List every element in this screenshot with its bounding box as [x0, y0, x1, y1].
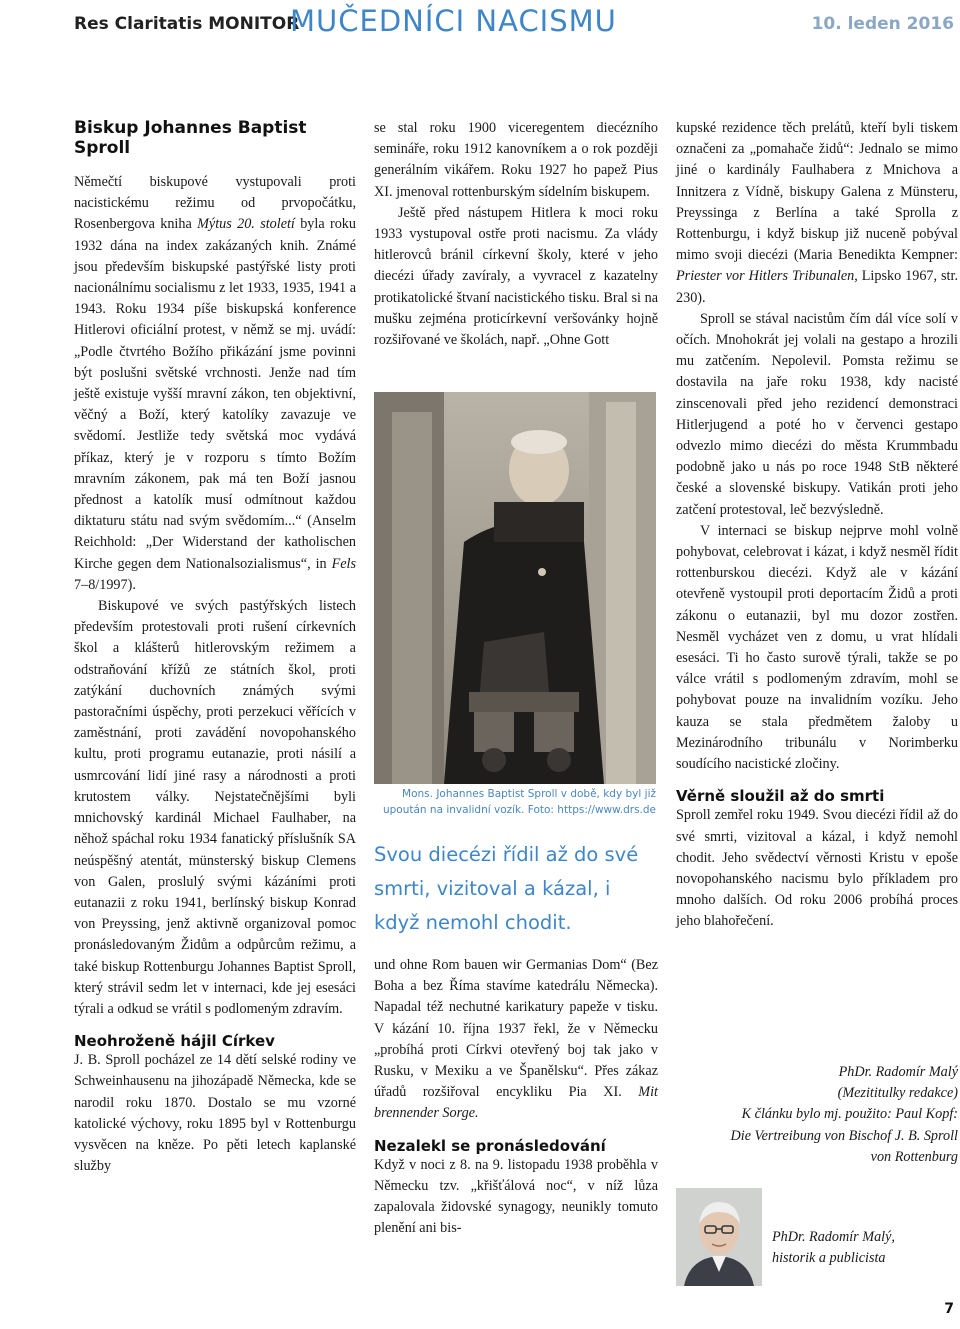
paragraph: Sproll se stával nacistům čím dál více solí v očích. Mnohokrát jej volali na gestapo a hrozili mu zatčením. Nepolevil. Pomsta režimu se dostavila na jaře roku 1938, kdy nacisté zinscenovali před jeho rezidencí demonstraci Hitlerjugend a poté ho v červenci gestapo odvezlo mimo diecézi do města Krummbadu podobně jako u nás po roce 1948 StB některé české a slovenské biskupy. Vatikán proti jeho zatčení protestoval, leč bezvýsledně.: [676, 310, 958, 518]
issue-date: 10. leden 2016: [811, 14, 954, 34]
section-title: MUČEDNÍCI NACISMU: [290, 4, 617, 38]
signature-block: [676, 1062, 958, 1168]
author-name: PhDr. Radomír Malý,: [772, 1229, 895, 1245]
author-signature: PhDr. Radomír Malý: [838, 1064, 958, 1080]
paragraph: und ohne Rom bauen wir Germanias Dom“ (Bez Boha a bez Říma stavíme katedrálu Německa). Napadal též nechutné karikatury papeže v tisku. V kázání 10. října 1937 řekl, že v Německu „probíhá proti Církvi otevřený boj tak jako v Rusku, v Mexiku a ve Španělsku“. Přes zákaz úřadů rozšiřoval encykliku Pia XI. Mit brennender Sorge.: [374, 957, 658, 1122]
column-1: [74, 118, 356, 1177]
paragraph: Ještě před nástupem Hitlera k moci roku 1933 vystupoval ostře proti nacismu. Za vlády hitlerovců bránil církevní školy, které v jeho diecézi úřady zavíraly, a vyvracel z kazatelny protikatolické štvaní nacistického tisku. Bral si na mušku zejména proticírkevní veršovánky hojně rozšiřované ve školách, např. „Ohne Gott: [374, 204, 658, 349]
subheading: Nezalekl se pronásledování: [374, 1136, 606, 1155]
editor-note: (Mezititulky redakce): [837, 1085, 958, 1102]
article-title: Biskup Johannes Baptist Sproll: [74, 118, 307, 158]
column-2-bottom: [374, 955, 658, 1239]
paragraph: Biskupové ve svých pastýřských listech především protestovali proti rušení církevních škol a klášterů hitlerovským režimem a odstraňování křížů ze státních škol, proti zatýkání duchovních známých svými pastoračními úspěchy, proti perzekuci věřících v zaměstnání, proti zavádění novopohanského kultu, proti programu eutanazie, proti násilí a usmrcování lidí jiné rasy a národnosti a proti krutostem války. Nejstatečnějšími byli mnichovský kardinál Michael Faulhaber, na něhož spáchal roku 1934 fanatický příslušník SA neúspěšný atentát, münsterský biskup Clemens von Galen, proslulý svými kázáními proti eutanazii z roku 1941, berlínský biskup Konrad von Preyssing, jenž aktivně organizoval pomoc pronásledovaným Židům a odpůrcům režimu, a také biskup Rottenburgu Johannes Baptist Sproll, který strávil sedm let v internaci, kde jej esesáci týrali a odkud se vrátil s podlomeným zdravím.: [74, 598, 356, 1017]
author-caption: [772, 1227, 895, 1269]
pull-quote: Svou diecézi řídil až do své smrti, vizitoval a kázal, i když nemohl chodit.: [374, 843, 639, 934]
author-portrait-image: [676, 1188, 762, 1286]
bishop-photo-image: [374, 392, 656, 784]
paragraph: se stal roku 1900 viceregentem diecézního semináře, roku 1912 kanovníkem a o rok později generálním vikářem. Roku 1927 ho papež Pius XI. jmenoval rottenburským sídelním biskupem.: [374, 120, 658, 200]
photo-caption: Mons. Johannes Baptist Sproll v době, kdy byl již upoután na invalidní vozík. Foto: https://www.drs.de: [382, 788, 656, 816]
publication-name: Res Claritatis MONITOR: [74, 14, 300, 34]
paragraph: J. B. Sproll pocházel ze 14 dětí selské rodiny ve Schweinhausenu na jihozápadě Německa, kde se narodil roku 1870. Dostalo se mu vzorné katolické výchovy, roku 1895 byl v Rottenburgu vysvěcen na kněze. Po pěti letech kaplanské služby: [74, 1052, 356, 1175]
column-3: [676, 118, 958, 933]
paragraph: kupské rezidence těch prelátů, kteří byli tiskem označeni za „pomahače židů“: Jednalo se mimo jiné o kardinály Faulhabera z Mnichova a Innitzera z Vídně, biskupy Galena z Münsteru, Preyssinga z Berlína a také Sprolla z Rottenburgu, i když biskup již nuceně pobýval mimo svoji diecézi (Maria Benedikta Kempner: Priester vor Hitlers Tribunalen, Lipsko 1967, str. 230).: [676, 120, 958, 306]
source-note: K článku bylo mj. použito: Paul Kopf:: [741, 1106, 958, 1123]
author-role: historik a publicista: [772, 1250, 886, 1266]
paragraph: Němečtí biskupové vystupovali proti nacistickému režimu od prvopočátku, Rosenbergova kniha Mýtus 20. století byla roku 1932 dána na index zakázaných knih. Známé jsou především biskupské pastýřské listy proti nacionálnímu socialismu z let 1933, 1935, 1941 a 1943. Roku 1934 píše biskupská konference Hitlerovi oficiální protest, v němž se mj. uvádí: „Podle čtvrtého Božího přikázání jsme povinni být poslušni světské vrchnosti. Jenže nad tím ještě existuje vyšší mravní zákon, ten objektivní, věčný a Boží, který katolíky zavazuje ve svědomí. Jestliže tedy světská moc vydává příkaz, který je v rozporu s tímto Božím mravním zákonem, pak má ten Boží jasnou přednost a katolík musí odmítnout každou diktaturu státu nad svým svědomím...“ (Anselm Reichhold: „Der Widerstand der katholischen Kirche gegen dem Nationalsozialismus“, in Fels 7–8/1997).: [74, 174, 356, 593]
page-number: 7: [944, 1301, 954, 1317]
source-title-cont: von Rottenburg: [870, 1148, 958, 1165]
bishop-photo: [374, 392, 656, 784]
paragraph: Když v noci z 8. na 9. listopadu 1938 proběhla v Německu tzv. „křišťálová noc“, v níž lůza zapalovala židovské synagogy, neunikly tomuto plenění ani bis-: [374, 1156, 658, 1237]
subheading: Neohroženě hájil Církev: [74, 1032, 275, 1051]
subheading: Věrně sloužil až do smrti: [676, 787, 885, 806]
page-header: [0, 0, 960, 60]
column-2-top: [374, 118, 658, 351]
source-title: Die Vertreibung von Bischof J. B. Sproll: [730, 1127, 958, 1144]
author-portrait: [676, 1188, 762, 1286]
paragraph: Sproll zemřel roku 1949. Svou diecézi řídil až do své smrti, vizitoval a kázal, i když nemohl chodit. Jeho svědectví věrnosti Kristu v epoše novopohanského nacismu bylo příkladem pro mnoho dalších. Od roku 2006 probíhá proces jeho blahořečení.: [676, 807, 958, 930]
paragraph: V internaci se biskup nejprve mohl volně pohybovat, celebrovat i kázat, i když nesměl řídit rottenburskou diecézi. Když ale v kázání otevřeně vystoupil proti deportacím Židů a proti zákonu o eutanazii, byl mu dozor zostřen. Nesměl vycházet ven z domu, u vrat hlídali esesáci. Ti ho často surově týrali, takže se po válce vrátil s podlomeným zdravím, mohl se pohybovat pouze na invalidním vozíku. Jeho kauza se stala předmětem žaloby u Mezinárodního tribunálu v Norimberku soudícího nacistické zločiny.: [676, 522, 958, 773]
